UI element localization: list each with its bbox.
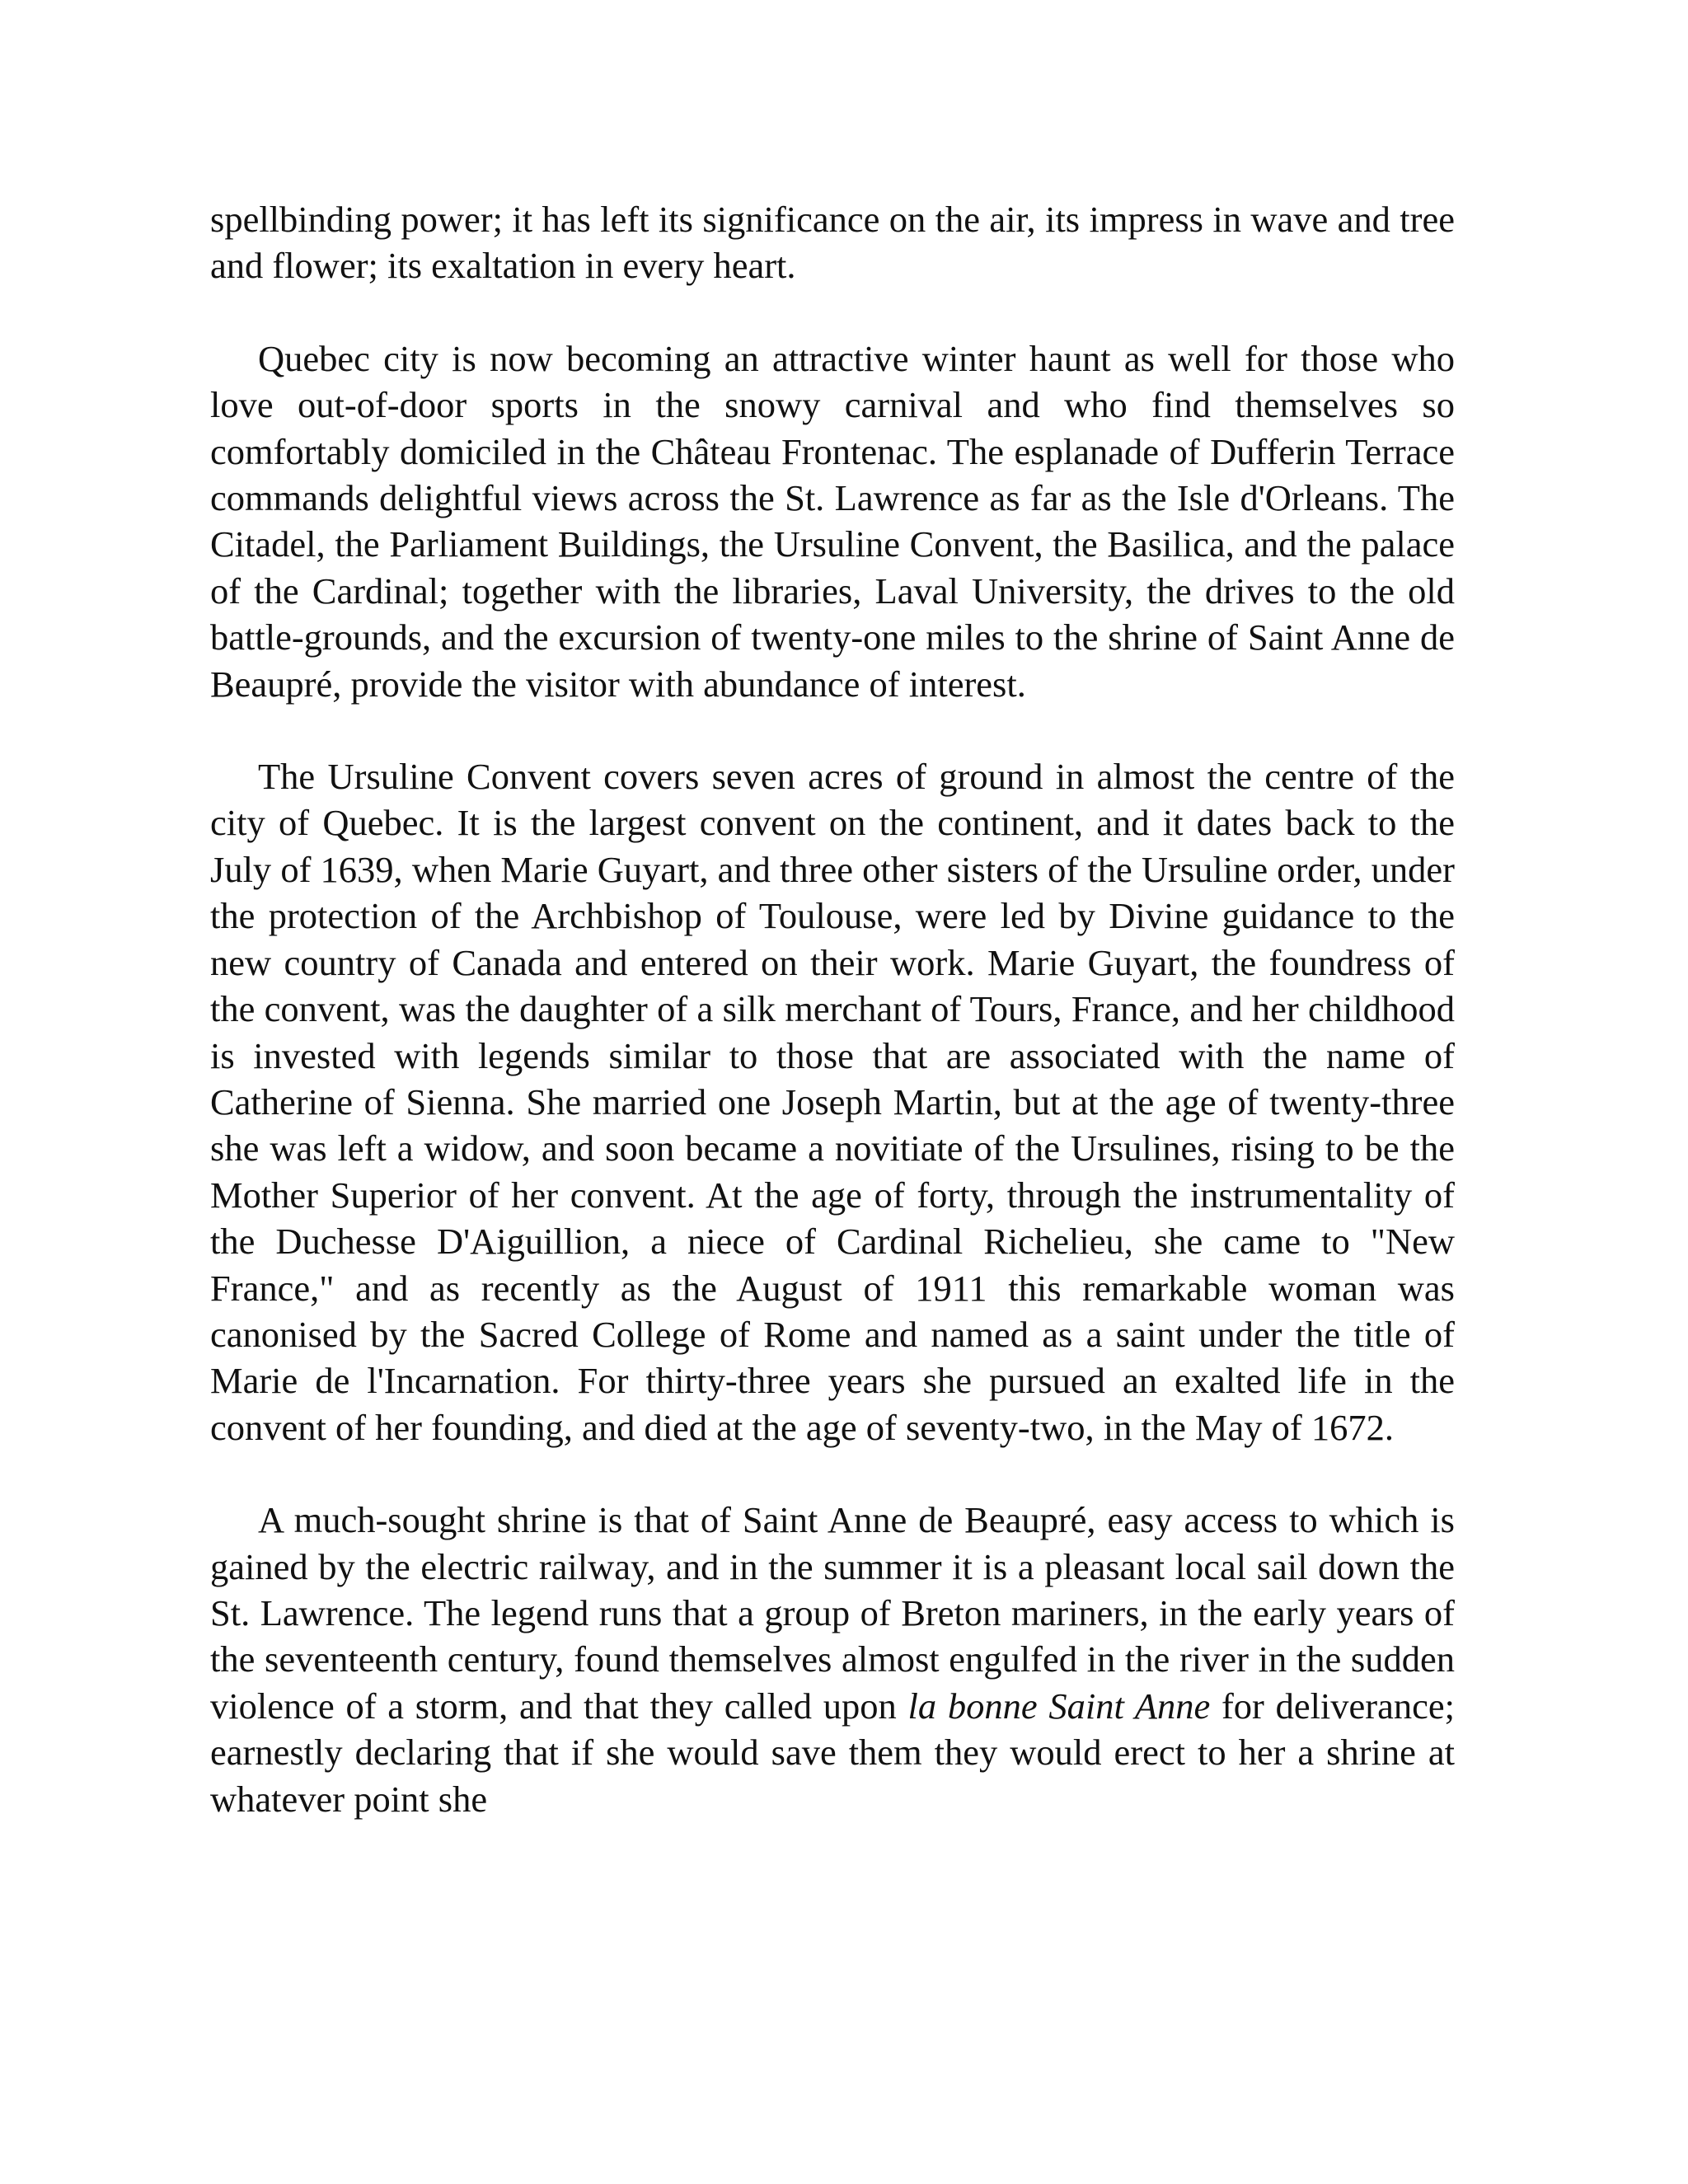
paragraph-ursuline-convent: The Ursuline Convent covers seven acres of ground in almost the centre of the city of Quebec. It is the largest convent on the continent, and it dates back to the July of 1639, when Marie Guyart, and three other sisters of the Ursuline order, under the protection of the Archbishop of Toulouse, were led by Divine guidance to the new country of Canada and entered on their work. Marie Guyart, the foundress of the convent, was the daughter of a silk merchant of Tours, France, and her childhood is invested with legends similar to those that are associated with the name of Catherine of Sienna. She married one Joseph Martin, but at the age of twenty-three she was left a widow, and soon became a novitiate of the Ursulines, rising to be the Mother Superior of her convent. At the age of forty, through the instrumentality of the Duchesse D'Aiguillion, a niece of Cardinal Richelieu, she came to "New France," and as recently as the August of 1911 this remarkable woman was canonised by the Sacred College of Rome and named as a saint under the title of Marie de l'Incarnation. For thirty-three years she pursued an exalted life in the convent of her founding, and died at the age of seventy-two, in the May of 1672. [210,756,1455,1448]
paragraph-continuation: spellbinding power; it has left its significance on the air, its impress in wave and tree and flower; its exaltation in every heart. [210,199,1455,287]
paragraph-saint-anne-shrine [210,1497,1455,1822]
italic-phrase: la bonne Saint Anne [907,1685,1211,1727]
paragraph-text-segment: A much-sought shrine is that of Saint Anne de Beaupré, easy access to which is gained by the electric railway, and in the summer it is a pleasant local sail down the St. Lawrence. The legend runs that a group of Breton mariners, in the early years of the seventeenth century, found themselves almost engulfed in the river in the sudden violence of a storm, and that they called upon [210,1499,1455,1727]
paragraph-quebec-city: Quebec city is now becoming an attractive winter haunt as well for those who love out-of-door sports in the snowy carnival and who find themselves so comfortably domiciled in the Château Frontenac. The esplanade of Dufferin Terrace commands delightful views across the St. Lawrence as far as the Isle d'Orleans. The Citadel, the Parliament Buildings, the Ursuline Convent, the Basilica, and the palace of the Cardinal; together with the libraries, Laval University, the drives to the old battle-grounds, and the excursion of twenty-one miles to the shrine of Saint Anne de Beaupré, provide the visitor with abundance of interest. [210,337,1455,705]
page-body [210,196,1455,1822]
paragraph-text-segment: for deliverance; earnestly declaring that if she would save them they would erect to her a shrine at whatever point she [210,1685,1455,1820]
